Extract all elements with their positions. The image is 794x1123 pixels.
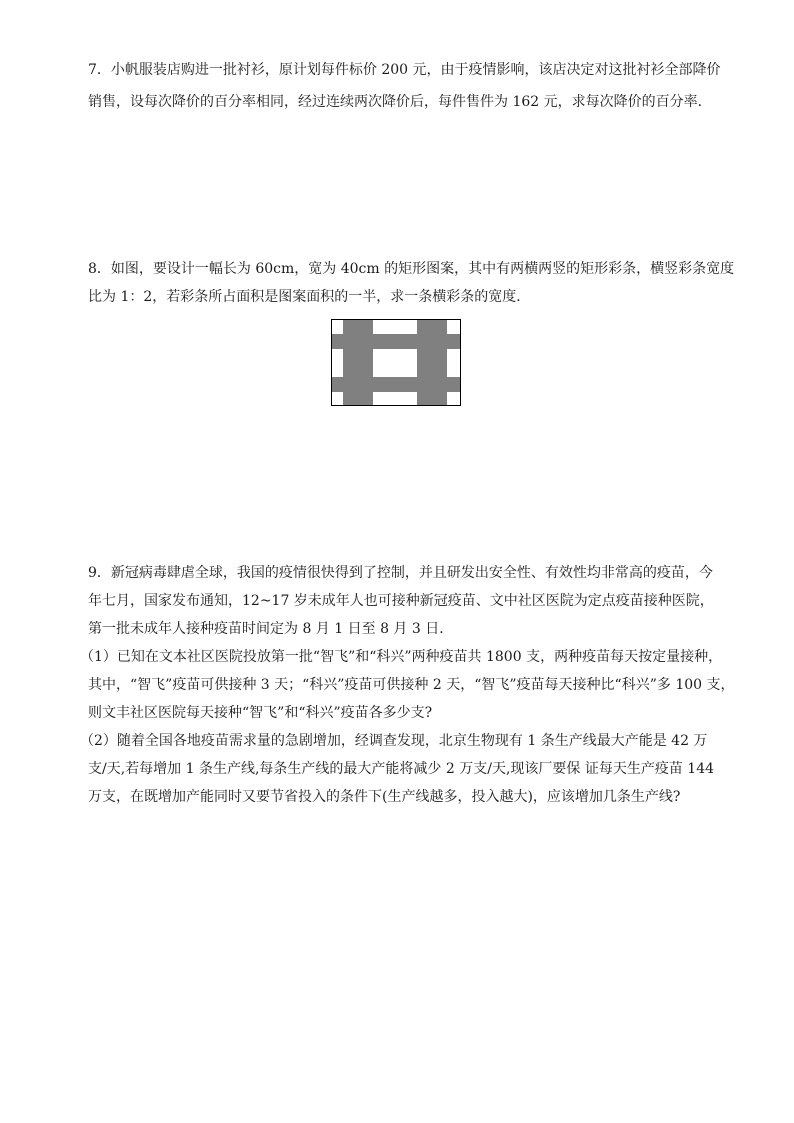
horizontal-stripe-top	[331, 334, 461, 349]
vertical-stripe-left	[343, 319, 373, 406]
question-9-part-2-line-3: 万支，在既增加产能同时又要节省投入的条件下(生产线越多，投入越大)，应该增加几条生产线?	[88, 789, 681, 805]
rectangle-stripes-figure	[331, 319, 461, 406]
question-9-part-1-line-3: 则文丰社区医院每天接种“智飞”和“科兴”疫苗各多少支?	[88, 705, 433, 721]
question-7-line-1: 7．小帆服装店购进一批衬衫，原计划每件标价 200 元，由于疫情影响，该店决定对这批衬衫全部降价	[88, 62, 721, 78]
question-9-part-2-line-1: （2）随着全国各地疫苗需求量的急剧增加，经调查发现，北京生物现有 1 条生产线最大产能是 42 万	[80, 733, 708, 749]
question-9-line-1: 9．新冠病毒肆虐全球，我国的疫情很快得到了控制，并且研发出安全性、有效性均非常高的疫苗，今	[88, 565, 713, 581]
question-7-line-2: 销售，设每次降价的百分率相同，经过连续两次降价后，每件售件为 162 元，求每次降价的百分率．	[88, 94, 712, 110]
question-9-line-3: 第一批未成年人接种疫苗时间定为 8 月 1 日至 8 月 3 日．	[88, 621, 454, 637]
question-9-line-2: 年七月，国家发布通知，12~17 岁未成年人也可接种新冠疫苗、文中社区医院为定点疫苗接种医院，	[88, 593, 714, 609]
question-8-line-2: 比为 1：2，若彩条所占面积是图案面积的一半，求一条横彩条的宽度．	[88, 289, 531, 305]
horizontal-stripe-bottom	[331, 377, 461, 392]
question-8-line-1: 8．如图，要设计一幅长为 60cm，宽为 40cm 的矩形图案，其中有两横两竖的矩形彩条，横竖彩条宽度	[88, 261, 735, 277]
vertical-stripe-right	[417, 319, 447, 406]
question-9-part-1-line-1: （1）已知在文本社区医院投放第一批“智飞”和“科兴”两种疫苗共 1800 支，两种疫苗每天按定量接种，	[80, 649, 723, 665]
question-9-part-2-line-2: 支/天,若每增加 1 条生产线,每条生产线的最大产能将减少 2 万支/天,现该厂要保 证每天生产疫苗 144	[88, 761, 715, 777]
question-9-part-1-line-2: 其中，“智飞”疫苗可供接种 3 天；“科兴”疫苗可供接种 2 天，“智飞”疫苗每天接种比“科兴”多 100 支，	[88, 677, 735, 693]
